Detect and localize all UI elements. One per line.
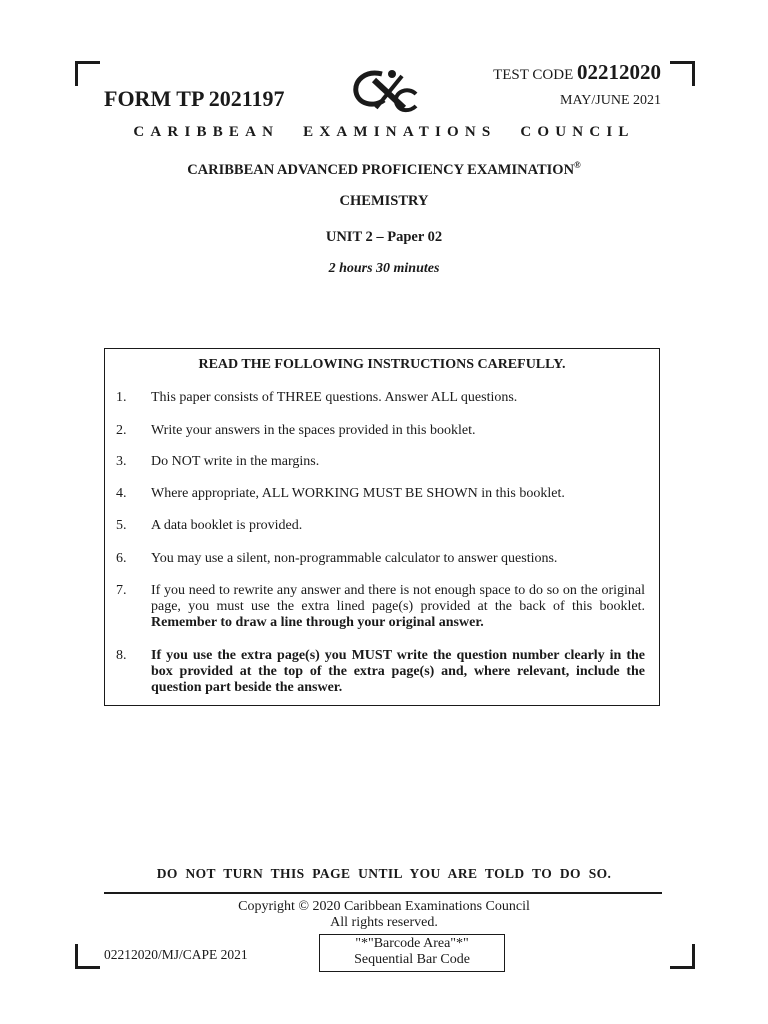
unit-title: UNIT 2 – Paper 02 (325, 229, 443, 245)
council-name: CARIBBEAN EXAMINATIONS COUNCIL (133, 124, 635, 140)
instruction-number: 7. (116, 583, 127, 598)
instruction-text: Do NOT write in the margins. (151, 454, 320, 469)
crop-mark-top-left (75, 61, 100, 86)
instruction-text: If you use the extra page(s) you MUST write the question number clearly in the box provided at the top of the extra page(s) and, where relevant, include the question part beside the answer. (151, 648, 645, 695)
test-code (493, 60, 661, 85)
cxc-logo-icon (352, 68, 418, 114)
crop-mark-bottom-right (670, 944, 695, 969)
instruction-text: This paper consists of THREE questions. Answer ALL questions. (151, 390, 518, 405)
instruction-number: 8. (116, 648, 127, 663)
barcode-sequential-label: Sequential Bar Code (354, 952, 470, 967)
do-not-turn-warning: DO NOT TURN THIS PAGE UNTIL YOU ARE TOLD TO DO SO. (156, 866, 612, 881)
test-code-number: 02212020 (577, 60, 661, 84)
instruction-text-emphasis: Remember to draw a line through your original answer. (151, 615, 484, 630)
instruction-number: 6. (116, 551, 127, 566)
copyright-line: Copyright © 2020 Caribbean Examinations Council (238, 899, 530, 914)
instruction-text: Where appropriate, ALL WORKING MUST BE SHOWN in this booklet. (151, 486, 565, 501)
exam-title (0, 160, 768, 179)
footer-divider (104, 892, 662, 894)
instruction-number: 1. (116, 390, 127, 405)
instruction-text: A data booklet is provided. (151, 518, 303, 533)
crop-mark-bottom-left (75, 944, 100, 969)
paper-code: 02212020/MJ/CAPE 2021 (104, 947, 248, 962)
crop-mark-top-right (670, 61, 695, 86)
instruction-text: Write your answers in the spaces provided in this booklet. (151, 423, 476, 438)
instructions-heading: READ THE FOLLOWING INSTRUCTIONS CAREFULLY. (198, 357, 566, 372)
instruction-number: 5. (116, 518, 127, 533)
copyright-notice (0, 899, 768, 931)
instruction-text: You may use a silent, non-programmable calculator to answer questions. (151, 551, 558, 566)
exam-session: MAY/JUNE 2021 (560, 93, 661, 108)
instruction-text-plain: If you need to rewrite any answer and there is not enough space to do so on the original page, you must use the extra lined page(s) provided at the back of this booklet. (151, 583, 645, 614)
subject-title: CHEMISTRY (339, 193, 429, 209)
instruction-number: 2. (116, 423, 127, 438)
instructions-box (104, 348, 660, 706)
instruction-number: 3. (116, 454, 127, 469)
barcode-area-label: "*"Barcode Area"*" (355, 936, 469, 951)
barcode-area (319, 934, 505, 972)
test-code-label: TEST CODE (493, 67, 574, 83)
registered-mark: ® (574, 160, 581, 170)
exam-duration: 2 hours 30 minutes (328, 261, 440, 276)
instruction-text (151, 583, 645, 631)
rights-line: All rights reserved. (330, 915, 438, 930)
form-tp-number: FORM TP 2021197 (104, 86, 285, 111)
instruction-number: 4. (116, 486, 127, 501)
exam-title-text: CARIBBEAN ADVANCED PROFICIENCY EXAMINATION (187, 161, 575, 178)
